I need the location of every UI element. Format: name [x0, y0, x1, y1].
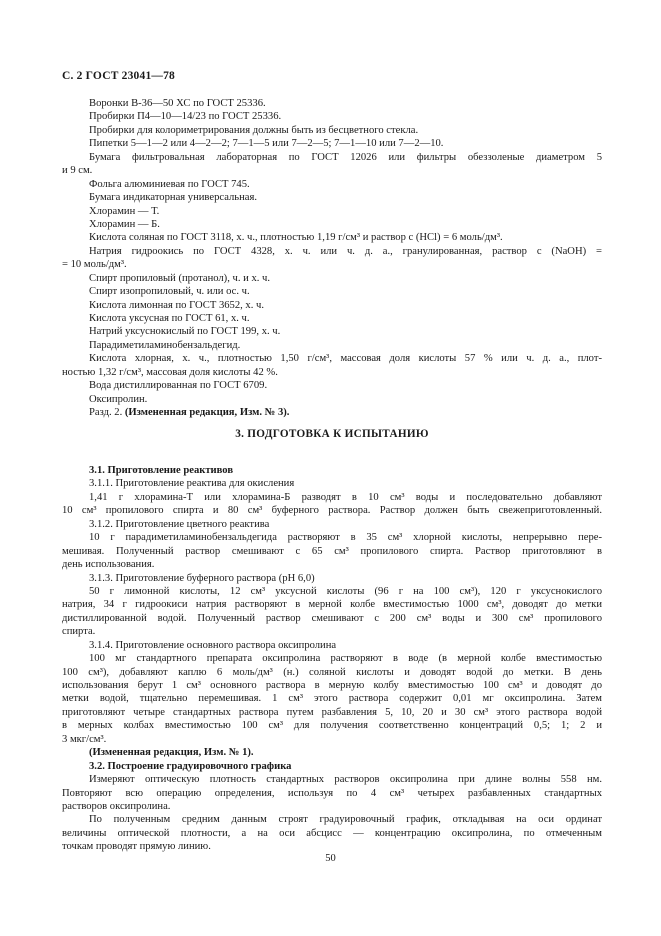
material-line: ностью 1,32 г/см³, массовая доля кислоты 42 %.: [62, 366, 278, 378]
body-line: дистиллированной водой. Полученный раствор смешивают с 200 см³ воды и 300 см³ пропилового: [62, 612, 602, 624]
material-line: Кислота лимонная по ГОСТ 3652, х. ч.: [89, 299, 265, 311]
material-line: Оксипролин.: [89, 393, 148, 405]
body-line: приготовляют четыре стандартных раствора путем разбавления 5, 10, 20 и 30 см³ этого раствора водой: [62, 706, 602, 718]
body-line: величины оптической плотности, а на оси абсцисс — концентрацию оксипролина, по отмеченным: [62, 827, 602, 839]
body-line: (Измененная редакция, Изм. № 1).: [89, 747, 254, 759]
body-line: растворов оксипролина.: [62, 800, 171, 812]
body-line: в мерных колбах вместимостью 100 см³ для получения соответственно концентраций 0,5; 1; 2 и: [62, 720, 602, 732]
material-line: Парадиметиламинобензальдегид.: [89, 339, 241, 351]
body-line: По полученным средним данным строят градуировочный график, откладывая на оси ординат: [89, 814, 602, 826]
body-line: 3.1.1. Приготовление реактива для окисления: [89, 478, 295, 490]
body-line: 100 см³), добавляют каплю 6 моль/дм³ (н.) соляной кислоты и доводят водой до метки. В день: [62, 666, 602, 678]
material-line: Кислота хлорная, х. ч., плотностью 1,50 г/см³, массовая доля кислоты 57 % или ч. д. а., плот-: [89, 353, 602, 365]
body-line: 3.1. Приготовление реактивов: [89, 465, 234, 476]
body-line: натрия, 34 г гидроокиси натрия растворяют в мерной колбе вместимостью 1000 см³, доводят до метки: [62, 599, 602, 611]
body-line: мешивая. Полученный раствор смешивают с 65 см³ пропилового спирта. Раствор приготовляют в: [62, 545, 602, 557]
material-line: Спирт изопропиловый, ч. или ос. ч.: [89, 286, 250, 298]
body-line: метки водой, тщательно перемешивая. 1 см³ этого раствора содержит 0,01 мг оксипролина. Затем: [62, 693, 602, 705]
body-line: использования берут 1 см³ основного раствора в мерную колбу вместимостью 100 см³ и доводят до: [62, 680, 602, 691]
materials-list: [62, 97, 602, 420]
material-line: и 9 см.: [62, 165, 93, 177]
body-line: 3.2. Построение градуировочного графика: [89, 760, 292, 772]
material-line: Пипетки 5—1—2 или 4—2—2; 7—1—5 или 7—2—5; 7—1—10 или 7—2—10.: [89, 138, 444, 150]
body-line: точкам проводят прямую линию.: [62, 841, 211, 853]
material-line: Фольга алюминиевая по ГОСТ 745.: [89, 178, 250, 190]
body-line: 3.1.4. Приготовление основного раствора оксипролина: [89, 639, 337, 651]
body-line: 3.1.2. Приготовление цветного реактива: [89, 518, 270, 530]
material-line: Спирт пропиловый (протанол), ч. и х. ч.: [89, 272, 271, 284]
section-body: [62, 464, 602, 854]
body-line: 100 мг стандартного препарата оксипролина растворяют в воде (в мерной колбе вместимостью: [89, 653, 602, 665]
razdel-note-amendment: (Измененная редакция, Изм. № 3).: [124, 407, 290, 419]
material-line: Бумага индикаторная универсальная.: [89, 192, 258, 204]
page-header: С. 2 ГОСТ 23041—78: [62, 70, 175, 82]
material-line: Хлорамин — Т.: [89, 205, 160, 217]
material-line: = 10 моль/дм³.: [62, 259, 127, 271]
razdel-note: [62, 406, 602, 419]
body-line: день использования.: [62, 559, 155, 571]
body-line: 1,41 г хлорамина-Т или хлорамина-Б разводят в 10 см³ воды и последовательно добавляют: [89, 491, 602, 503]
body-line: спирта.: [62, 626, 96, 638]
section-title: 3. ПОДГОТОВКА К ИСПЫТАНИЮ: [235, 428, 429, 440]
material-line: Бумага фильтровальная лабораторная по ГОСТ 12026 или фильтры обеззоленые диаметром 5: [89, 151, 602, 163]
material-line: Кислота уксусная по ГОСТ 61, х. ч.: [89, 313, 250, 324]
material-line: Натрий уксуснокислый по ГОСТ 199, х. ч.: [89, 326, 281, 338]
materials-lines: [62, 97, 602, 406]
body-line: Измеряют оптическую плотность стандартных растворов оксипролина при длине волны 558 нм.: [89, 774, 602, 786]
body-lines: [62, 464, 602, 854]
body-line: 50 г лимонной кислоты, 12 см³ уксусной кислоты (96 г на 100 см³), 120 г уксуснокислого: [89, 585, 602, 597]
page-number: 50: [325, 853, 336, 864]
material-line: Хлорамин — Б.: [89, 218, 160, 230]
body-line: 10 см³ пропилового спирта и 80 см³ буферного раствора. Раствор должен быть свежеприготовленный.: [62, 505, 602, 517]
body-line: Повторяют всю операцию определения, используя по 4 см³ четырех разбавленных стандартных: [62, 787, 602, 799]
material-line: Натрия гидроокись по ГОСТ 4328, х. ч. или ч. д. а., гранулированная, раствор c (NaOH) =: [89, 245, 602, 257]
material-line: Пробирки П4—10—14/23 по ГОСТ 25336.: [89, 111, 282, 123]
material-line: Воронки В-36—50 ХС по ГОСТ 25336.: [89, 98, 266, 109]
body-line: 10 г парадиметиламинобензальдегида растворяют в 35 см³ хлорной кислоты, непрерывно пере-: [89, 532, 602, 544]
body-line: 3 мкг/см³.: [62, 733, 107, 745]
material-line: Кислота соляная по ГОСТ 3118, х. ч., плотностью 1,19 г/см³ и раствор c (HCl) = 6 моль/дм³.: [89, 232, 503, 244]
body-line: 3.1.3. Приготовление буферного раствора (рН 6,0): [89, 572, 315, 584]
razdel-note-prefix: Разд. 2.: [89, 407, 123, 419]
material-line: Пробирки для колориметрирования должны быть из бесцветного стекла.: [89, 124, 419, 136]
material-line: Вода дистиллированная по ГОСТ 6709.: [89, 380, 268, 392]
